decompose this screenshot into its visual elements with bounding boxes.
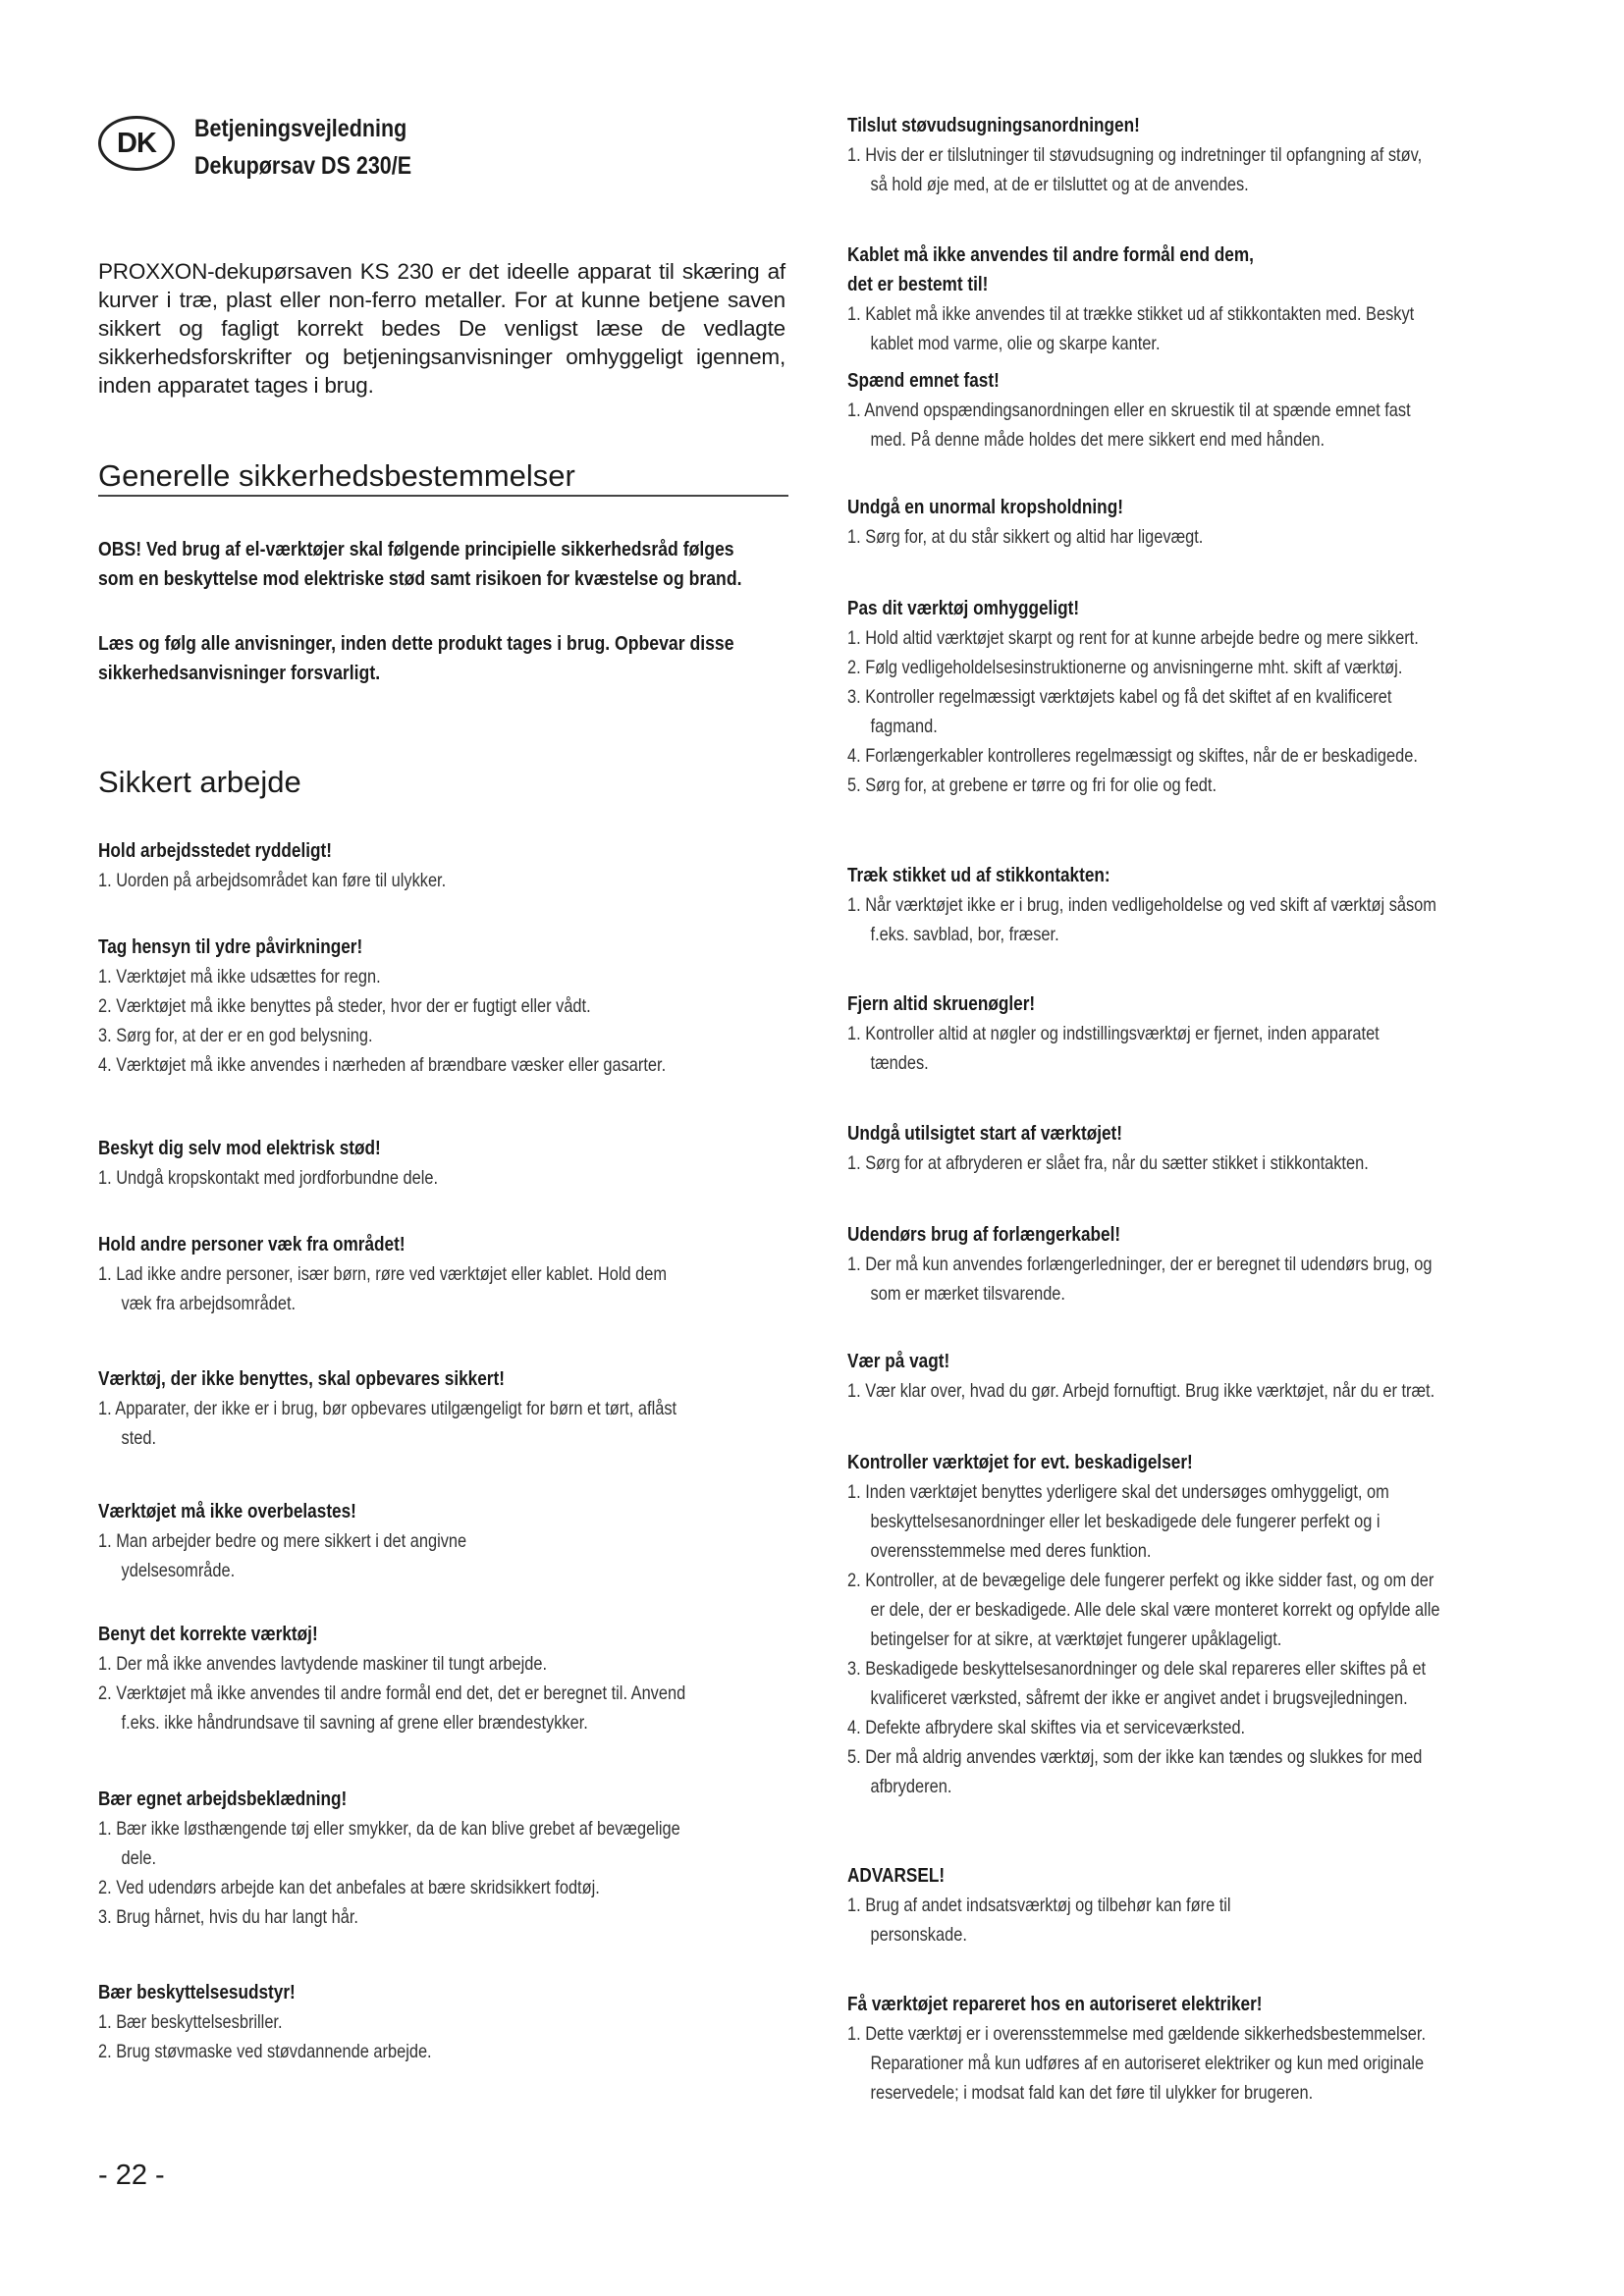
list-item: 1. Der må ikke anvendes lavtydende maskiner til tungt arbejde. <box>98 1653 548 1675</box>
list-item: 3. Kontroller regelmæssigt værktøjets kabel og få det skiftet af en kvalificeret <box>847 686 1392 708</box>
left-section <box>98 1620 785 1737</box>
warning-1-line-2: som en beskyttelse mod elektriske stød samt risikoen for kvæstelse og brand. <box>98 567 742 590</box>
page-number: - 22 - <box>98 2160 165 2191</box>
section-heading: Fjern altid skruenøgler! <box>847 993 1036 1015</box>
list-item: 5. Sørg for, at grebene er tørre og fri for olie og fedt. <box>847 774 1218 796</box>
list-item: 1. Bær ikke løsthængende tøj eller smykker, da de kan blive grebet af bevægelige <box>98 1818 680 1840</box>
heading-general-safety: Generelle sikkerhedsbestemmelser <box>98 457 788 497</box>
left-section <box>98 1134 785 1193</box>
section-heading: Værktøjet må ikke overbelastes! <box>98 1501 356 1522</box>
right-section <box>847 240 1535 358</box>
list-item: 1. Værktøjet må ikke udsættes for regn. <box>98 966 381 988</box>
list-item: 1. Undgå kropskontakt med jordforbundne dele. <box>98 1167 439 1189</box>
warning-block-2 <box>98 629 790 688</box>
list-item: 2. Ved udendørs arbejde kan det anbefales at bære skridsikkert fodtøj. <box>98 1877 600 1898</box>
section-heading: Bær egnet arbejdsbeklædning! <box>98 1789 348 1810</box>
document-title <box>194 110 447 185</box>
list-item: 1. Hvis der er tilslutninger til støvudsugning og indretninger til opfangning af støv, <box>847 144 1423 166</box>
right-section <box>847 1220 1535 1308</box>
list-item: 5. Der må aldrig anvendes værktøj, som der ikke kan tændes og slukkes for med <box>847 1746 1423 1768</box>
left-section <box>98 1978 785 2066</box>
list-item: 1. Uorden på arbejdsområdet kan føre til ulykker. <box>98 870 447 891</box>
list-item: 1. Apparater, der ikke er i brug, bør opbevares utilgængeligt for børn et tørt, aflåst <box>98 1398 677 1419</box>
title-line-1: Betjeningsvejledning <box>194 115 407 142</box>
list-item-continued: betingelser for at sikre, at værktøjet fungerer upåklageligt. <box>870 1629 1282 1650</box>
list-item-continued: væk fra arbejdsområdet. <box>121 1293 297 1314</box>
list-item-continued: kvalificeret værksted, såfremt der ikke er angivet andet i brugsvejledningen. <box>870 1687 1408 1709</box>
list-item: 4. Defekte afbrydere skal skiftes via et serviceværksted. <box>847 1717 1246 1738</box>
left-section <box>98 1785 785 1932</box>
right-section <box>847 1347 1535 1406</box>
left-section <box>98 1497 785 1585</box>
list-item-continued: afbryderen. <box>870 1776 952 1797</box>
section-heading: Benyt det korrekte værktøj! <box>98 1624 318 1645</box>
list-item-continued: beskyttelsesanordninger eller let beskadigede dele fungerer perfekt og i <box>870 1511 1380 1532</box>
list-item-continued: sted. <box>121 1427 157 1449</box>
section-heading: Udendørs brug af forlængerkabel! <box>847 1224 1121 1246</box>
section-heading: Spænd emnet fast! <box>847 370 1000 392</box>
list-item-continued: kablet mod varme, olie og skarpe kanter. <box>870 333 1161 354</box>
section-heading: Tag hensyn til ydre påvirkninger! <box>98 936 363 958</box>
list-item: 1. Hold altid værktøjet skarpt og rent for at kunne arbejde bedre og mere sikkert. <box>847 627 1419 649</box>
list-item: 1. Når værktøjet ikke er i brug, inden vedligeholdelse og ved skift af værktøj såsom <box>847 894 1436 916</box>
list-item: 2. Kontroller, at de bevægelige dele fungerer perfekt og ikke sidder fast, og om der <box>847 1570 1435 1591</box>
list-item-continued: f.eks. savblad, bor, fræser. <box>870 924 1059 945</box>
section-heading: Beskyt dig selv mod elektrisk stød! <box>98 1138 381 1159</box>
heading-safe-work: Sikkert arbejde <box>98 765 301 799</box>
list-item-continued: ydelsesområde. <box>121 1560 236 1581</box>
section-heading: ADVARSEL! <box>847 1865 946 1887</box>
list-item: 3. Brug hårnet, hvis du har langt hår. <box>98 1906 358 1928</box>
list-item: 1. Bær beskyttelsesbriller. <box>98 2011 283 2033</box>
list-item: 1. Man arbejder bedre og mere sikkert i det angivne <box>98 1530 467 1552</box>
list-item: 1. Der må kun anvendes forlængerledninger, der er beregnet til udendørs brug, og <box>847 1254 1433 1275</box>
right-section <box>847 594 1535 800</box>
warning-1-line-1: OBS! Ved brug af el-værktøjer skal følgende principielle sikkerhedsråd følges <box>98 538 734 561</box>
list-item: 1. Sørg for at afbryderen er slået fra, når du sætter stikket i stikkontakten. <box>847 1152 1369 1174</box>
list-item-continued: tændes. <box>870 1052 929 1074</box>
list-item: 1. Brug af andet indsatsværktøj og tilbehør kan føre til <box>847 1895 1231 1916</box>
section-heading: Undgå en unormal kropsholdning! <box>847 497 1123 518</box>
list-item: 1. Inden værktøjet benyttes yderligere skal det undersøges omhyggeligt, om <box>847 1481 1389 1503</box>
right-section <box>847 1990 1535 2108</box>
section-heading: Kablet må ikke anvendes til andre formål end dem, <box>847 244 1254 266</box>
section-heading: Pas dit værktøj omhyggeligt! <box>847 598 1080 619</box>
right-section <box>847 1861 1535 1949</box>
section-heading: Træk stikket ud af stikkontakten: <box>847 865 1110 886</box>
list-item-continued: dele. <box>121 1847 157 1869</box>
section-heading: Bær beskyttelsesudstyr! <box>98 1982 296 2003</box>
list-item-continued: med. På denne måde holdes det mere sikkert end med hånden. <box>870 429 1326 451</box>
list-item: 3. Sørg for, at der er en god belysning. <box>98 1025 373 1046</box>
right-section <box>847 989 1535 1078</box>
section-heading: Undgå utilsigtet start af værktøjet! <box>847 1123 1123 1145</box>
left-section <box>98 933 785 1080</box>
title-line-2: Dekupørsav DS 230/E <box>194 152 412 180</box>
section-heading: Hold arbejdsstedet ryddeligt! <box>98 840 332 862</box>
list-item-continued: overensstemmelse med deres funktion. <box>870 1540 1152 1562</box>
section-heading: Vær på vagt! <box>847 1351 950 1372</box>
list-item: 1. Lad ikke andre personer, især børn, røre ved værktøjet eller kablet. Hold dem <box>98 1263 668 1285</box>
right-section <box>847 1448 1535 1801</box>
list-item-continued: personskade. <box>870 1924 967 1946</box>
list-item-continued: er dele, der er beskadigede. Alle dele skal være monteret korrekt og opfylde alle <box>870 1599 1440 1621</box>
list-item: 2. Værktøjet må ikke anvendes til andre formål end det, det er beregnet til. Anvend <box>98 1682 686 1704</box>
list-item: 1. Dette værktøj er i overensstemmelse med gældende sikkerhedsbestemmelser. <box>847 2023 1427 2045</box>
section-heading: Hold andre personer væk fra området! <box>98 1234 406 1255</box>
list-item: 1. Sørg for, at du står sikkert og altid har ligevægt. <box>847 526 1204 548</box>
list-item-continued: f.eks. ikke håndrundsave til savning af grene eller brændestykker. <box>121 1712 588 1734</box>
section-heading: Værktøj, der ikke benyttes, skal opbevares sikkert! <box>98 1368 505 1390</box>
section-heading-cont: det er bestemt til! <box>847 274 989 295</box>
right-section <box>847 493 1535 552</box>
list-item-continued: fagmand. <box>870 716 938 737</box>
list-item: 1. Kablet må ikke anvendes til at trække stikket ud af stikkontakten med. Beskyt <box>847 303 1415 325</box>
list-item-continued: som er mærket tilsvarende. <box>870 1283 1065 1305</box>
warning-2-line-2: sikkerhedsanvisninger forsvarligt. <box>98 662 381 684</box>
list-item: 1. Anvend opspændingsanordningen eller en skruestik til at spænde emnet fast <box>847 400 1411 421</box>
right-section <box>847 1119 1535 1178</box>
list-item: 3. Beskadigede beskyttelsesanordninger og dele skal repareres eller skiftes på et <box>847 1658 1427 1680</box>
list-item-continued: reservedele; i modsat fald kan det føre til ulykker for brugeren. <box>870 2082 1314 2104</box>
list-item: 1. Vær klar over, hvad du gør. Arbejd fornuftigt. Brug ikke værktøjet, når du er træt. <box>847 1380 1435 1402</box>
language-badge: DK <box>98 116 175 171</box>
section-heading: Kontroller værktøjet for evt. beskadigelser! <box>847 1452 1193 1473</box>
list-item: 4. Forlængerkabler kontrolleres regelmæssigt og skiftes, når de er beskadigede. <box>847 745 1418 767</box>
right-section <box>847 366 1535 454</box>
list-item: 2. Følg vedligeholdelsesinstruktionerne og anvisningerne mht. skift af værktøj. <box>847 657 1403 678</box>
left-section <box>98 836 785 895</box>
list-item: 2. Brug støvmaske ved støvdannende arbejde. <box>98 2041 432 2062</box>
section-heading: Få værktøjet repareret hos en autoriseret elektriker! <box>847 1994 1263 2015</box>
list-item-continued: så hold øje med, at de er tilsluttet og at de anvendes. <box>870 174 1249 195</box>
left-section <box>98 1230 785 1318</box>
section-heading: Tilslut støvudsugningsanordningen! <box>847 115 1140 136</box>
list-item: 4. Værktøjet må ikke anvendes i nærheden af brændbare væsker eller gasarter. <box>98 1054 667 1076</box>
intro-paragraph: PROXXON-dekupørsaven KS 230 er det ideelle apparat til skæring af kurver i træ, plast eller non-ferro metaller. For at kunne betjene saven sikkert og fagligt korrekt bedes De venligst læse de vedlagte sikkerhedsforskrifter og betjeningsanvisninger omhyggeligt igennem, inden apparatet tages i brug. <box>98 259 785 398</box>
right-section <box>847 111 1535 199</box>
list-item: 1. Kontroller altid at nøgler og indstillingsværktøj er fjernet, inden apparatet <box>847 1023 1380 1044</box>
right-section <box>847 861 1535 949</box>
warning-block-1 <box>98 535 790 594</box>
list-item: 2. Værktøjet må ikke benyttes på steder, hvor der er fugtigt eller vådt. <box>98 995 591 1017</box>
warning-2-line-1: Læs og følg alle anvisninger, inden dette produkt tages i brug. Opbevar disse <box>98 632 734 655</box>
list-item-continued: Reparationer må kun udføres af en autoriseret elektriker og kun med originale <box>870 2053 1425 2074</box>
left-section <box>98 1364 785 1453</box>
